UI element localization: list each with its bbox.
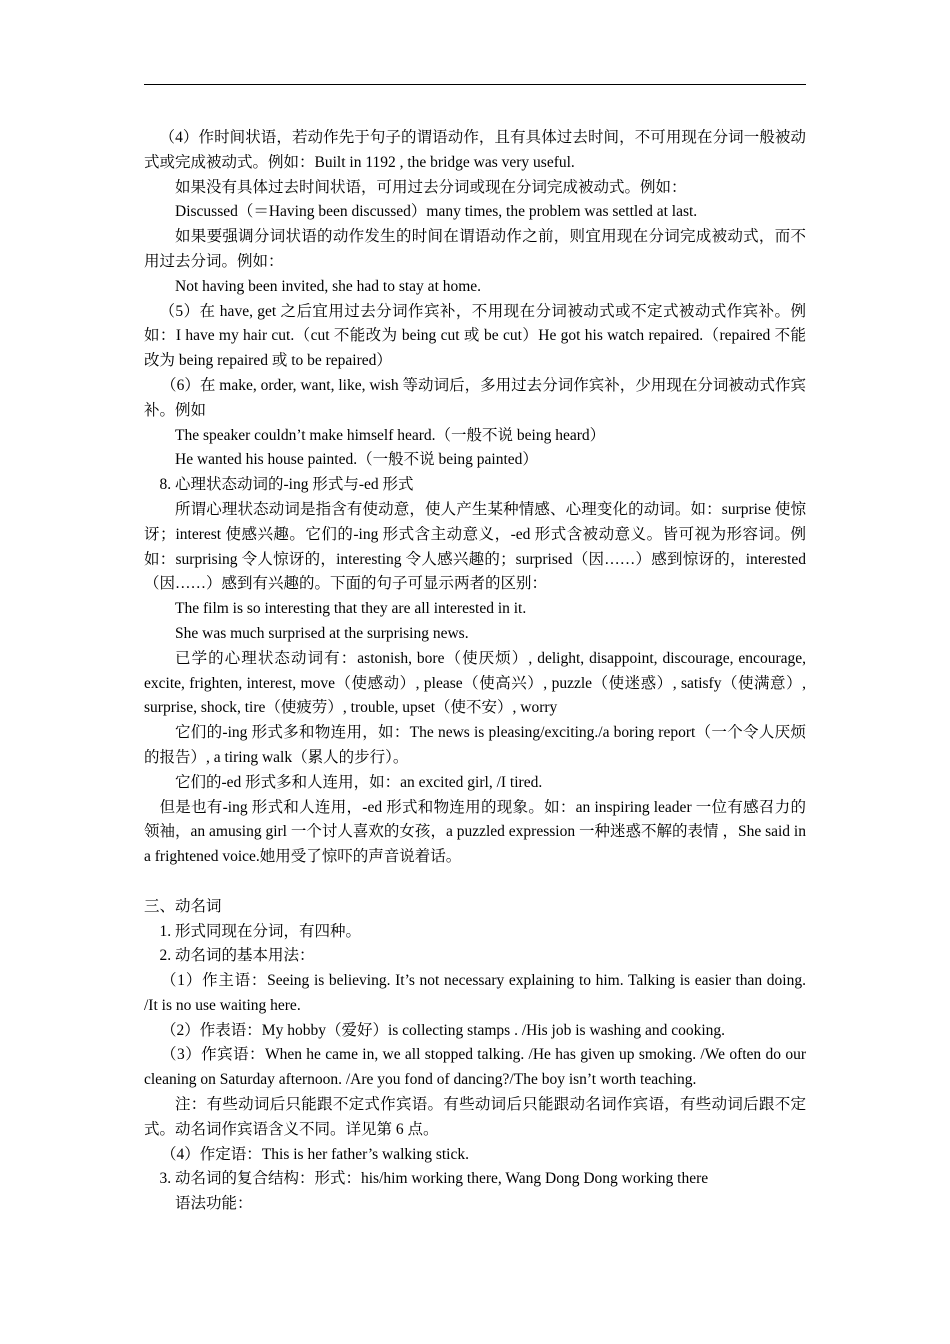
list-item: 1. 形式同现在分词，有四种。 [159, 922, 362, 940]
header-rule [144, 84, 806, 85]
chapter-heading: 三、动名词 [144, 897, 222, 915]
note-paragraph: 注：有些动词后只能跟不定式作宾语。有些动词后只能跟动名词作宾语，有些动词后跟不定式。动名词作宾语含义不同。详见第 6 点。 [144, 1096, 806, 1138]
document-body [144, 126, 806, 1217]
paragraph: 已学的心理状态动词有：astonish, bore（使厌烦）, delight, disappoint, discourage, encourage, excite, frighten, interest, move（使感动）, please（使高兴）, puzzle（使迷惑）, satisfy（使满意）, surprise, shock, tire（使疲劳）, trouble, upset（使不安）, worry [144, 649, 806, 717]
example-sentence: The speaker couldn’t make himself heard.（一般不说 being heard） [175, 426, 606, 444]
paragraph: （2）作表语：My hobby（爱好）is collecting stamps . /His job is washing and cooking. [161, 1021, 726, 1039]
paragraph: （3）作宾语：When he came in, we all stopped talking. /He has given up smoking. /We often do our cleaning on Saturday afternoon. /Are you fond of dancing?/The boy isn’t worth teaching. [144, 1046, 806, 1089]
section-heading: 8. 心理状态动词的-ing 形式与-ed 形式 [159, 476, 414, 494]
paragraph: 它们的-ing 形式多和物连用，如：The news is pleasing/exciting./a boring report（一个令人厌烦的报告）, a tiring walk（累人的步行）。 [144, 724, 806, 766]
paragraph: （5）在 have, get 之后宜用过去分词作宾补，不用现在分词被动式或不定式被动式作宾补。例如：I have my hair cut.（cut 不能改为 being cut 或 be cut）He got his watch repaired.（repaired 不能改为 being repaired 或 to be repaired） [144, 302, 806, 370]
example-sentence: Discussed（＝Having been discussed）many times, the problem was settled at last. [175, 203, 698, 221]
paragraph: （4）作时间状语，若动作先于句子的谓语动作，且有具体过去时间，不可用现在分词一般被动式或完成被动式。例如：Built in 1192 , the bridge was very useful. [144, 129, 806, 171]
example-sentence: Not having been invited, she had to stay at home. [175, 277, 482, 295]
paragraph: 它们的-ed 形式多和人连用，如：an excited girl, /I tired. [175, 773, 543, 791]
paragraph: 如果要强调分词状语的动作发生的时间在谓语动作之前，则宜用现在分词完成被动式，而不用过去分词。例如： [144, 228, 806, 270]
paragraph: 语法功能： [175, 1195, 253, 1213]
blank-line [144, 870, 806, 895]
list-item: 3. 动名词的复合结构：形式：his/him working there, Wang Dong Dong working there [159, 1170, 709, 1188]
paragraph: 但是也有-ing 形式和人连用，-ed 形式和物连用的现象。如：an inspiring leader 一位有感召力的领袖，an amusing girl 一个讨人喜欢的女孩，a puzzled expression 一种迷惑不解的表情 ，She said in a frightened voice.她用受了惊吓的声音说着话。 [144, 798, 806, 866]
paragraph: （1）作主语：Seeing is believing. It’s not necessary explaining to him. Talking is easier than doing. /It is no use waiting here. [144, 972, 806, 1014]
paragraph: （6）在 make, order, want, like, wish 等动词后，多用过去分词作宾补，少用现在分词被动式作宾补。例如 [144, 376, 806, 419]
list-item: 2. 动名词的基本用法： [159, 947, 315, 965]
paragraph: （4）作定语：This is her father’s walking stick. [161, 1145, 469, 1163]
paragraph: 如果没有具体过去时间状语，可用过去分词或现在分词完成被动式。例如： [175, 178, 687, 196]
paragraph: 所谓心理状态动词是指含有使动意，使人产生某种情感、心理变化的动词。如：surprise 使惊讶；interest 使感兴趣。它们的-ing 形式含主动意义，-ed 形式含被动意义。皆可视为形容词。例如：surprising 令人惊讶的，interesting 令人感兴趣的；surprised（因……）感到惊讶的，interested（因……）感到有兴趣的。下面的句子可显示两者的区别： [144, 500, 806, 593]
example-sentence: She was much surprised at the surprising news. [175, 624, 469, 642]
example-sentence: The film is so interesting that they are all interested in it. [175, 600, 527, 618]
example-sentence: He wanted his house painted.（一般不说 being painted） [175, 451, 538, 469]
